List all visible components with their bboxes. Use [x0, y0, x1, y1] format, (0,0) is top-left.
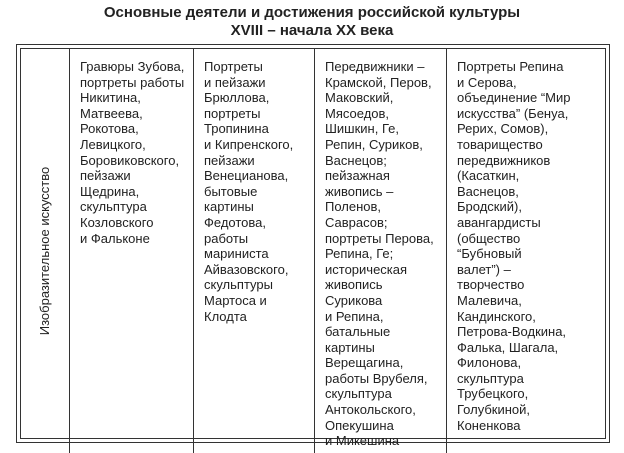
category-cell [21, 49, 70, 453]
page-title [0, 4, 624, 40]
category-label: Изобразительное искусство [37, 166, 53, 336]
table-row [20, 48, 606, 449]
column-first-half-19th: Портреты и пейзажи Брюллова, портреты Тропинина и Кипренского, пейзажи Венецианова, бытовые картины Федотова, работы мариниста Айвазовского, скульптуры Мартоса и Клодта [194, 49, 315, 453]
column-18th-century: Гравюры Зубова, портреты работы Никитина, Матвеева, Рокотова, Левицкого, Боровиковского, пейзажи Щедрина, скульптура Козловского и Фальконе [70, 49, 194, 453]
column-early-20th: Портреты Репина и Серова, объединение “Мир искусства” (Бенуа, Рерих, Сомов), товарищество передвижников (Касаткин, Васнецов, Бродский), авангардисты (общество “Бубновый валет”) – творчество Малевича, Кандинского, Петрова-Водкина, Фалька, Шагала, Филонова, скульптура Трубецкого, Голубкиной, Коненкова [457, 59, 571, 433]
title-line-2: XVIII – начала XX века [230, 22, 394, 39]
column-second-half-19th: Передвижники – Крамской, Перов, Маковский, Мясоедов, Шишкин, Ге, Репин, Суриков, Васнецов; пейзажная живопись – Поленов, Саврасов; портреты Перова, Репина, Ге; историческая живопись Сурикова и Репина, батальные картины Верещагина, работы Врубеля, скульптура Антокольского, Опекушина и Микешина [315, 49, 447, 453]
culture-table [16, 44, 610, 449]
title-line-1: Основные деятели и достижения российской культуры [103, 4, 521, 21]
